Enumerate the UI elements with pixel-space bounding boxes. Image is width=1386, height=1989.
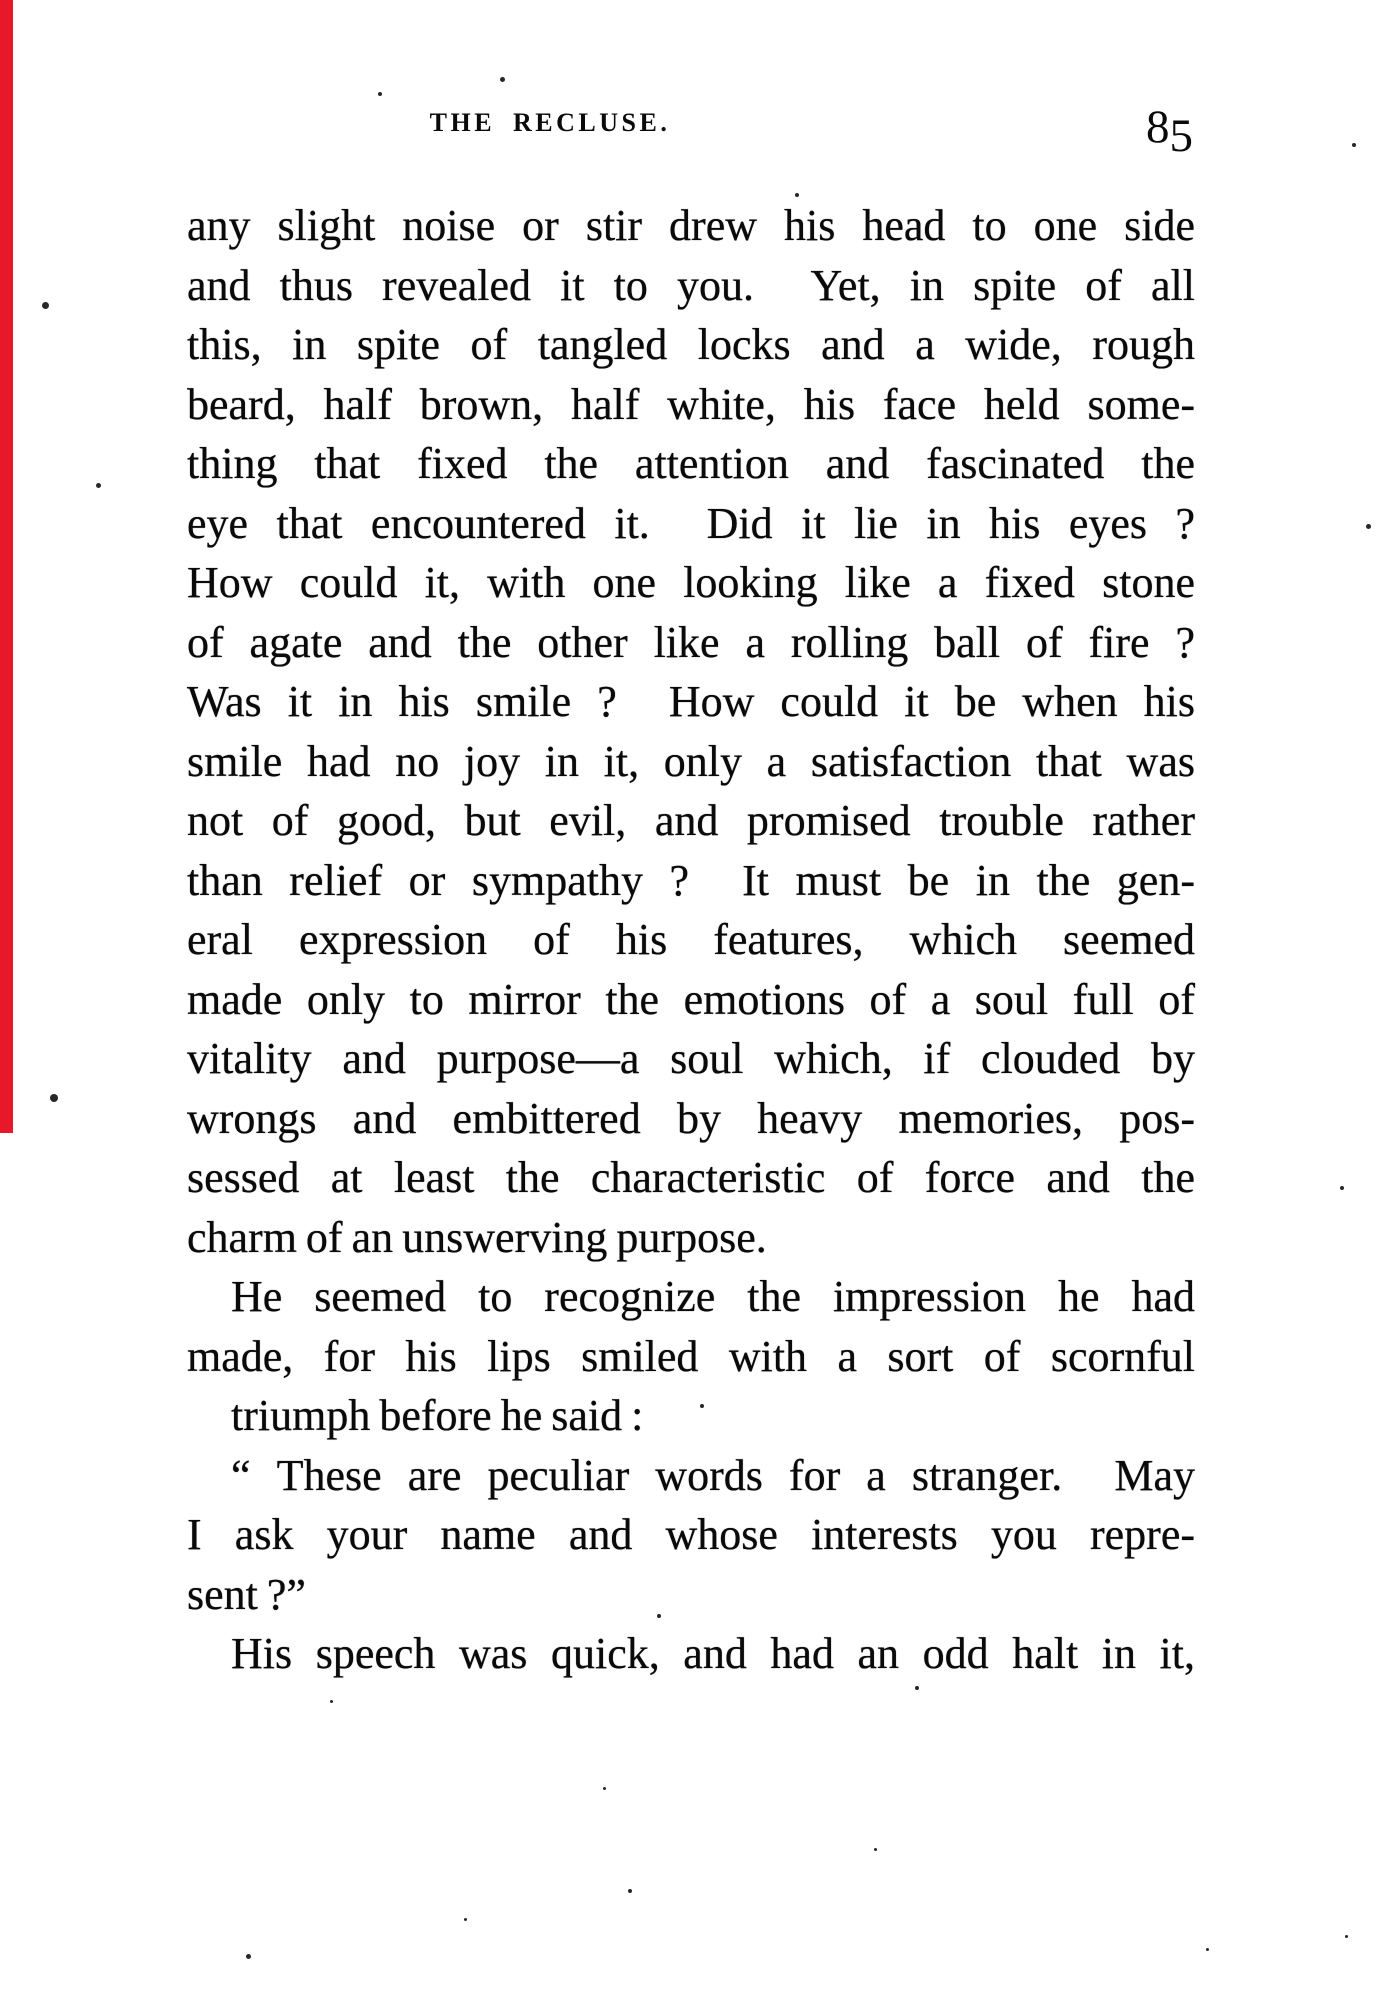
text-line: sessed at least the characteristic of force and the bbox=[187, 1153, 1195, 1202]
text-line: charm of an unswerving purpose. bbox=[187, 1212, 767, 1262]
ink-speck bbox=[500, 77, 505, 82]
text-line: than relief or sympathy ? It must be in the gen- bbox=[187, 855, 1195, 905]
ink-speck bbox=[96, 483, 101, 488]
text-line: made only to mirror the emotions of a soul full of bbox=[187, 974, 1195, 1024]
ink-speck bbox=[1352, 143, 1356, 147]
ink-speck bbox=[1366, 524, 1371, 529]
text-line: “ These are peculiar words for a stranger. May bbox=[231, 1450, 1195, 1500]
ink-speck bbox=[915, 1686, 919, 1690]
text-line: and thus revealed it to you. Yet, in spite of all bbox=[187, 260, 1195, 310]
page-header-title: THE RECLUSE. bbox=[429, 108, 671, 137]
text-line: sent ?” bbox=[187, 1569, 306, 1619]
ink-speck bbox=[1345, 1935, 1348, 1938]
text-line: Was it in his smile ? How could it be when his bbox=[187, 677, 1195, 726]
page-body-text bbox=[187, 196, 1195, 1684]
ink-speck bbox=[330, 1700, 333, 1703]
text-line: I ask your name and whose interests you repre- bbox=[187, 1510, 1195, 1559]
text-line: eral expression of his features, which seemed bbox=[187, 915, 1195, 964]
text-line: smile had no joy in it, only a satisfaction that was bbox=[187, 736, 1195, 786]
text-line: vitality and purpose—a soul which, if clouded by bbox=[187, 1034, 1195, 1083]
ink-speck bbox=[657, 1614, 661, 1618]
text-line: His speech was quick, and had an odd halt in it, bbox=[231, 1629, 1195, 1678]
ink-speck bbox=[42, 302, 49, 309]
text-line: made, for his lips smiled with a sort of scornful bbox=[187, 1331, 1195, 1381]
text-line: eye that encountered it. Did it lie in his eyes ? bbox=[187, 498, 1195, 548]
page-number-digit: 5 bbox=[1169, 110, 1193, 162]
scan-edge-red-stripe bbox=[0, 0, 13, 1133]
ink-speck bbox=[795, 193, 799, 197]
ink-speck bbox=[246, 1954, 251, 1959]
text-line: beard, half brown, half white, his face held some- bbox=[187, 379, 1195, 429]
ink-speck bbox=[378, 92, 382, 96]
running-header bbox=[0, 108, 1100, 138]
text-line: wrongs and embittered by heavy memories, pos- bbox=[187, 1093, 1195, 1143]
ink-speck bbox=[50, 1094, 58, 1102]
text-line: not of good, but evil, and promised trouble rather bbox=[187, 796, 1195, 845]
ink-speck bbox=[700, 1404, 704, 1408]
text-line: this, in spite of tangled locks and a wide, rough bbox=[187, 320, 1195, 369]
page-number bbox=[1146, 100, 1193, 162]
text-line: How could it, with one looking like a fixed stone bbox=[187, 558, 1195, 607]
ink-speck bbox=[874, 1848, 877, 1851]
text-line: triumph before he said : bbox=[231, 1391, 644, 1440]
ink-speck bbox=[1340, 1186, 1344, 1190]
text-line: any slight noise or stir drew his head to one side bbox=[187, 201, 1195, 250]
page-number-digit: 8 bbox=[1146, 101, 1170, 153]
text-line: of agate and the other like a rolling ball of fire ? bbox=[187, 617, 1195, 667]
text-line: thing that fixed the attention and fascinated the bbox=[187, 439, 1195, 488]
text-line: He seemed to recognize the impression he had bbox=[231, 1272, 1195, 1321]
ink-speck bbox=[603, 1787, 606, 1790]
ink-speck bbox=[1206, 1948, 1209, 1951]
ink-speck bbox=[628, 1889, 632, 1893]
ink-speck bbox=[464, 1918, 467, 1921]
